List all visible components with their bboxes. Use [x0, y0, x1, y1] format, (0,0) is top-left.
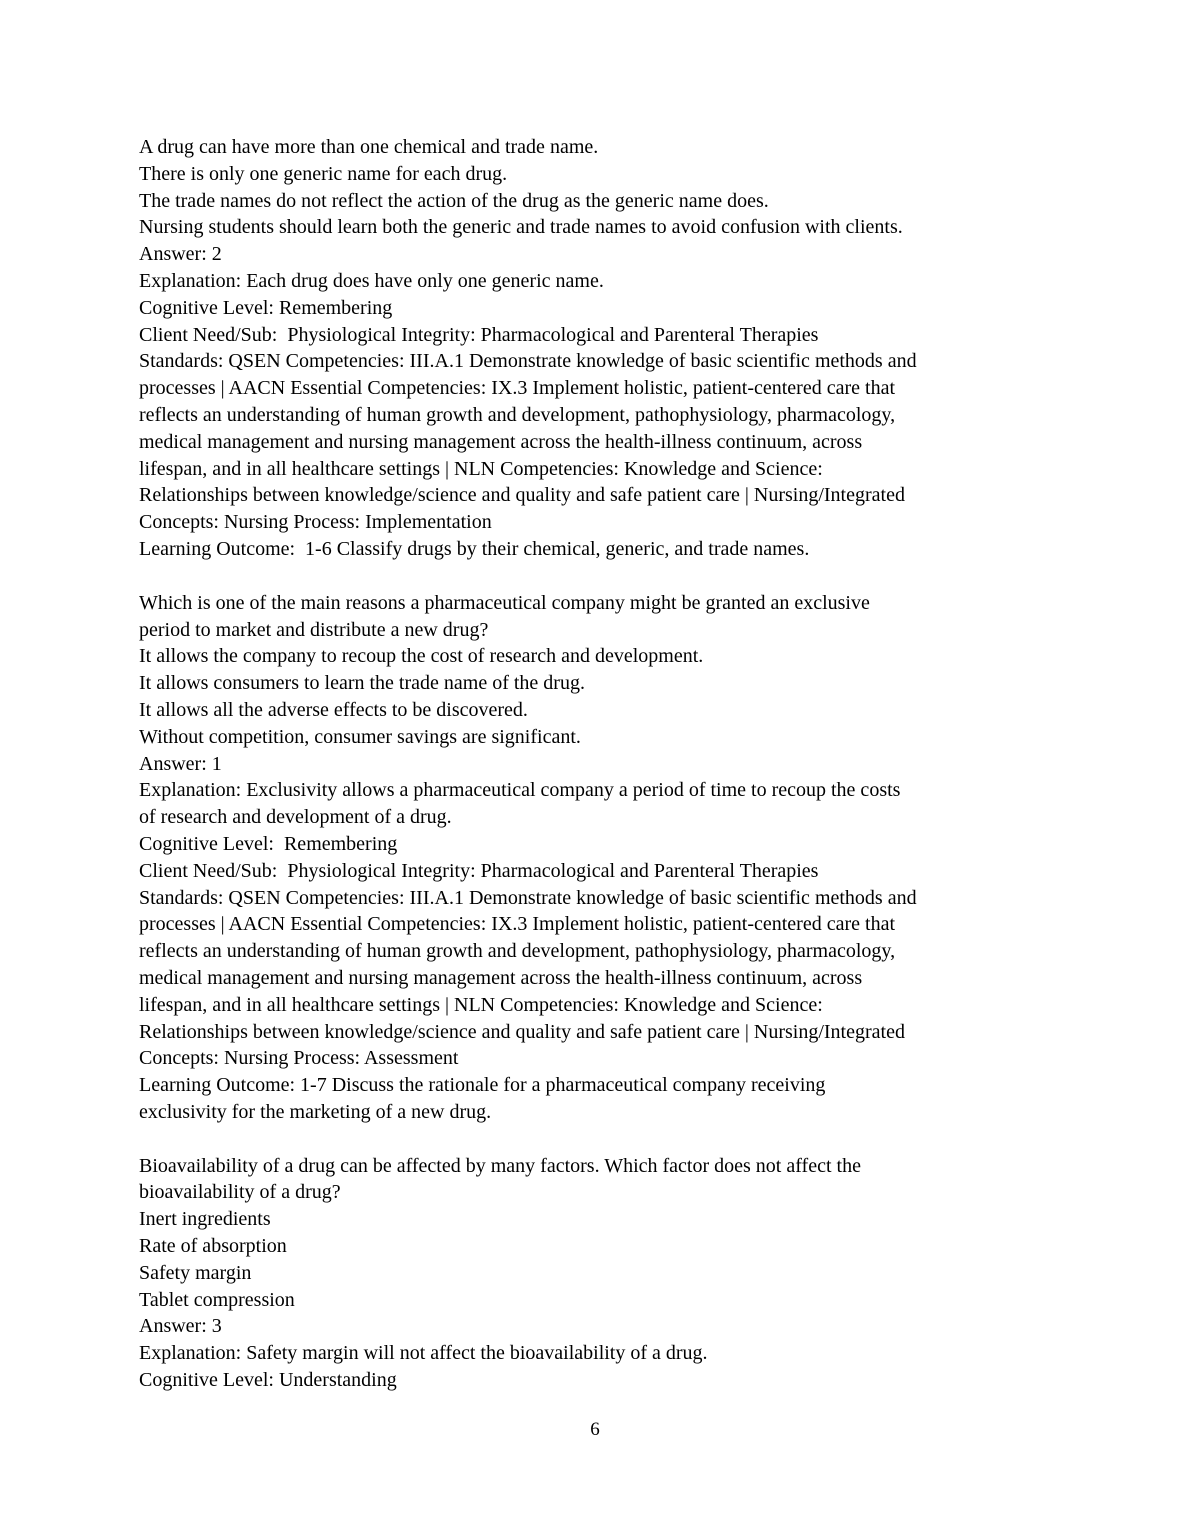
text-line: Relationships between knowledge/science and quality and safe patient care | Nursing/Integrated	[139, 1020, 905, 1043]
question-block	[139, 1153, 1051, 1394]
text-line: It allows consumers to learn the trade name of the drug.	[139, 672, 585, 695]
text-line: processes | AACN Essential Competencies: IX.3 Implement holistic, patient-centered care that	[139, 377, 895, 400]
text-line: Client Need/Sub: Physiological Integrity: Pharmacological and Parenteral Therapies	[139, 323, 819, 346]
text-line: Concepts: Nursing Process: Assessment	[139, 1047, 459, 1070]
text-line: Answer: 2	[139, 243, 222, 266]
text-line: Standards: QSEN Competencies: III.A.1 Demonstrate knowledge of basic scientific methods and	[139, 350, 917, 373]
text-line: Nursing students should learn both the generic and trade names to avoid confusion with clients.	[139, 216, 903, 239]
text-line: Cognitive Level: Understanding	[139, 1369, 397, 1392]
text-line: A drug can have more than one chemical and trade name.	[139, 136, 599, 158]
text-line: medical management and nursing management across the health-illness continuum, across	[139, 430, 863, 453]
text-line: period to market and distribute a new drug?	[139, 618, 489, 641]
text-line: Cognitive Level: Remembering	[139, 296, 393, 319]
text-line: processes | AACN Essential Competencies: IX.3 Implement holistic, patient-centered care that	[139, 913, 895, 936]
text-line: of research and development of a drug.	[139, 806, 452, 829]
text-line: Bioavailability of a drug can be affected by many factors. Which factor does not affect the	[139, 1154, 861, 1177]
text-line: The trade names do not reflect the action of the drug as the generic name does.	[139, 189, 769, 212]
text-line: lifespan, and in all healthcare settings | NLN Competencies: Knowledge and Science:	[139, 993, 823, 1016]
text-line: Inert ingredients	[139, 1208, 271, 1231]
text-line: reflects an understanding of human growth and development, pathophysiology, pharmacology,	[139, 940, 896, 963]
text-line: Answer: 3	[139, 1315, 222, 1338]
text-line: Relationships between knowledge/science and quality and safe patient care | Nursing/Integrated	[139, 484, 905, 507]
text-line: medical management and nursing management across the health-illness continuum, across	[139, 966, 863, 989]
question-block	[139, 134, 1051, 563]
text-line: lifespan, and in all healthcare settings | NLN Competencies: Knowledge and Science:	[139, 457, 823, 480]
document-page-content	[139, 134, 1051, 1421]
text-line: Rate of absorption	[139, 1235, 287, 1258]
text-line: Answer: 1	[139, 752, 222, 775]
text-line: Which is one of the main reasons a pharmaceutical company might be granted an exclusive	[139, 591, 870, 614]
text-line: Concepts: Nursing Process: Implementation	[139, 511, 492, 534]
text-line: Safety margin	[139, 1261, 252, 1284]
text-line: bioavailability of a drug?	[139, 1181, 341, 1204]
text-line: Tablet compression	[139, 1288, 295, 1311]
text-line: Learning Outcome: 1-6 Classify drugs by their chemical, generic, and trade names.	[139, 537, 810, 560]
text-line: It allows all the adverse effects to be discovered.	[139, 698, 528, 721]
text-line: Learning Outcome: 1-7 Discuss the rationale for a pharmaceutical company receiving	[139, 1074, 826, 1097]
text-line: Without competition, consumer savings are significant.	[139, 725, 581, 748]
text-line: Standards: QSEN Competencies: III.A.1 Demonstrate knowledge of basic scientific methods and	[139, 886, 917, 909]
text-line: Explanation: Each drug does have only one generic name.	[139, 269, 604, 292]
text-line: It allows the company to recoup the cost of research and development.	[139, 645, 704, 668]
text-line: Explanation: Exclusivity allows a pharmaceutical company a period of time to recoup the costs	[139, 779, 901, 802]
text-line: Explanation: Safety margin will not affect the bioavailability of a drug.	[139, 1342, 708, 1365]
page-number: 6	[590, 1419, 600, 1440]
text-line: Cognitive Level: Remembering	[139, 832, 398, 855]
text-line: Client Need/Sub: Physiological Integrity: Pharmacological and Parenteral Therapies	[139, 859, 819, 882]
text-line: There is only one generic name for each drug.	[139, 162, 508, 185]
question-block	[139, 590, 1051, 1126]
text-line: reflects an understanding of human growth and development, pathophysiology, pharmacology,	[139, 403, 896, 426]
text-line: exclusivity for the marketing of a new drug.	[139, 1100, 492, 1123]
